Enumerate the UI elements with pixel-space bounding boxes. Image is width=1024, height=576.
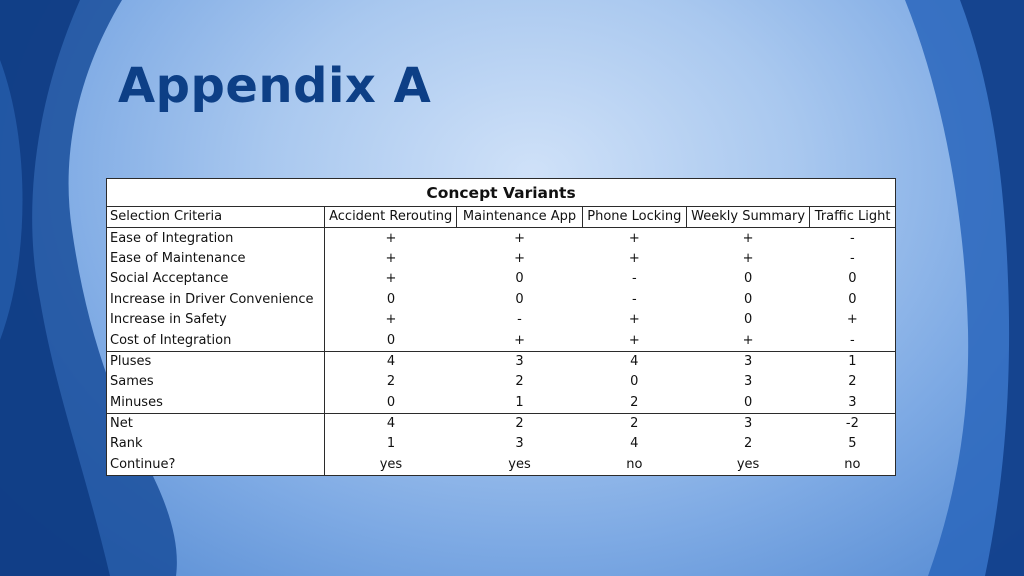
table-cell: 0 [743, 291, 753, 307]
table-cell: 3 [515, 436, 524, 452]
table-cell: 3 [743, 374, 753, 390]
table-cell: + [514, 332, 525, 348]
table-cell: 2 [630, 394, 639, 410]
table-cell: yes [379, 456, 403, 472]
row-label: Ease of Maintenance [107, 249, 325, 269]
row-label: Rank [107, 434, 325, 454]
table-cell: 0 [743, 394, 753, 410]
table-cell: + [742, 230, 754, 246]
table-cell: 5 [848, 436, 857, 452]
table-cell: 2 [848, 374, 857, 390]
table-cell: 2 [515, 374, 524, 390]
table-header-row [107, 207, 895, 228]
table-cell: - [850, 332, 855, 348]
table-cell: 4 [582, 351, 686, 372]
table-cell: 0 [848, 291, 857, 307]
row-label: Increase in Driver Convenience [107, 290, 325, 310]
table-cell: - [517, 312, 522, 328]
column-header: Traffic Light [810, 207, 895, 228]
table-row [107, 434, 895, 454]
column-header: Maintenance App [457, 207, 582, 228]
table-cell: 0 [743, 312, 753, 328]
table-row [107, 310, 895, 330]
table-cell: 2 [457, 413, 582, 434]
table-cell: 1 [810, 351, 895, 372]
table-cell: 0 [386, 394, 396, 410]
table-cell: + [846, 312, 858, 328]
table-cell: 4 [630, 436, 639, 452]
table-row [107, 249, 895, 269]
table-cell: 2 [743, 436, 753, 452]
table-cell: 1 [515, 394, 524, 410]
table-cell: + [514, 230, 525, 246]
table-cell: 4 [325, 351, 457, 372]
table-cell: 3 [848, 394, 857, 410]
table-cell: yes [508, 456, 531, 472]
table-cell: no [626, 456, 643, 472]
table-row [107, 393, 895, 414]
table-cell: 0 [386, 291, 396, 307]
table-row [107, 455, 895, 475]
column-header: Phone Locking [582, 207, 686, 228]
table-cell: + [628, 312, 640, 328]
table-cell: + [385, 250, 397, 266]
row-label: Sames [107, 372, 325, 392]
table-cell: + [742, 332, 754, 348]
row-label: Minuses [107, 393, 325, 414]
table-cell: + [385, 230, 397, 246]
table-row [107, 330, 895, 351]
table-cell: + [514, 250, 525, 266]
table-cell: - [850, 230, 855, 246]
row-label: Ease of Integration [107, 228, 325, 249]
table-cell: 0 [630, 374, 639, 390]
column-header: Weekly Summary [686, 207, 809, 228]
table-cell: no [844, 456, 861, 472]
column-header: Selection Criteria [107, 207, 325, 228]
table-row [107, 413, 895, 434]
table-cell: 2 [582, 413, 686, 434]
table-cell: 3 [686, 351, 809, 372]
table-cell: 0 [515, 271, 524, 287]
table-caption: Concept Variants [107, 179, 895, 207]
table-cell: 2 [386, 374, 396, 390]
table-row [107, 351, 895, 372]
table-cell: 3 [686, 413, 809, 434]
table-cell: 3 [457, 351, 582, 372]
table-row [107, 228, 895, 249]
table-cell: + [385, 271, 397, 287]
table-row [107, 269, 895, 289]
table-cell: 4 [325, 413, 457, 434]
table-cell: 0 [743, 271, 753, 287]
table-cell: 0 [848, 271, 857, 287]
table-cell: - [631, 271, 637, 287]
row-label: Continue? [107, 455, 325, 475]
table-cell: - [850, 250, 855, 266]
table-cell: + [628, 332, 640, 348]
table-cell: + [628, 250, 640, 266]
table-cell: + [742, 250, 754, 266]
concept-variants-table [106, 178, 896, 476]
table-cell: - [631, 291, 637, 307]
table-cell: + [385, 312, 397, 328]
table-cell: 0 [386, 332, 396, 348]
table-row [107, 372, 895, 392]
row-label: Cost of Integration [107, 330, 325, 351]
table-cell: -2 [810, 413, 895, 434]
row-label: Increase in Safety [107, 310, 325, 330]
table-cell: + [628, 230, 640, 246]
row-label: Pluses [107, 351, 325, 372]
page-title: Appendix A [118, 58, 432, 114]
row-label: Social Acceptance [107, 269, 325, 289]
row-label: Net [107, 413, 325, 434]
table-row [107, 290, 895, 310]
column-header: Accident Rerouting [325, 207, 457, 228]
table-cell: 1 [386, 436, 396, 452]
table-cell: 0 [515, 291, 524, 307]
table-cell: yes [736, 456, 760, 472]
